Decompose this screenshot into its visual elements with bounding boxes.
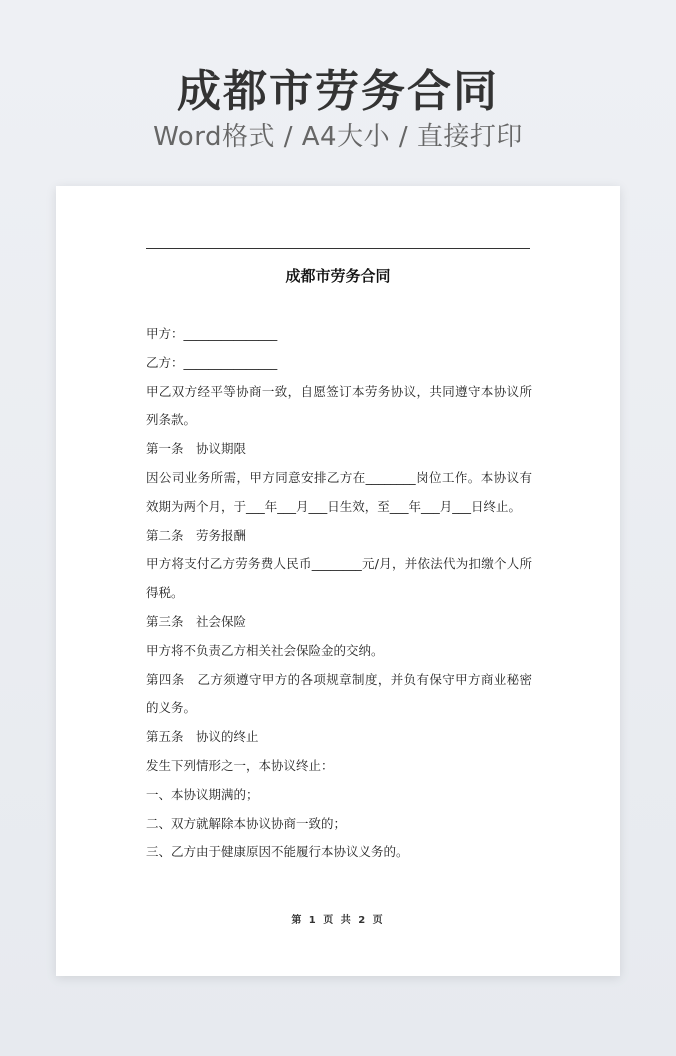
page-title: 成都市劳务合同 xyxy=(177,66,499,117)
article-5-item-3: 三、乙方由于健康原因不能履行本协议义务的。 xyxy=(146,844,409,860)
article-5-item-2: 二、双方就解除本协议协商一致的； xyxy=(146,815,347,831)
article-5-heading: 第五条 协议的终止 xyxy=(146,729,259,745)
article-5-intro: 发生下列情形之一，本协议终止： xyxy=(146,757,334,773)
article-2-text: 甲方将支付乙方劳务费人民币________元/月，并依法代为扣缴个人所得税。 xyxy=(146,556,532,601)
article-2-heading: 第二条 劳务报酬 xyxy=(146,527,247,543)
page-number: 第 1 页 共 2 页 xyxy=(291,915,385,926)
document-title: 成都市劳务合同 xyxy=(285,267,391,285)
article-4-text: 第四条 乙方须遵守甲方的各项规章制度，并负有保守甲方商业秘密的义务。 xyxy=(146,671,532,716)
article-3-text: 甲方将不负责乙方相关社会保险金的交纳。 xyxy=(146,642,384,658)
party-a-line: 甲方：_______________ xyxy=(146,326,278,341)
document-body xyxy=(146,320,532,867)
party-b-line: 乙方：_______________ xyxy=(146,354,278,370)
preamble-paragraph: 甲乙双方经平等协商一致，自愿签订本劳务协议，共同遵守本协议所列条款。 xyxy=(146,383,532,428)
article-5-item-1: 一、本协议期满的； xyxy=(146,786,259,802)
document-page xyxy=(56,186,620,976)
header-rule xyxy=(146,248,530,249)
article-1-heading: 第一条 协议期限 xyxy=(146,441,247,457)
page-subtitle: Word格式 / A4大小 / 直接打印 xyxy=(153,122,523,152)
article-1-text: 因公司业务所需，甲方同意安排乙方在________岗位工作。本协议有效期为两个月，于___年___月___日生效，至___年___月___日终止。 xyxy=(146,469,532,514)
article-3-heading: 第三条 社会保险 xyxy=(146,613,247,629)
